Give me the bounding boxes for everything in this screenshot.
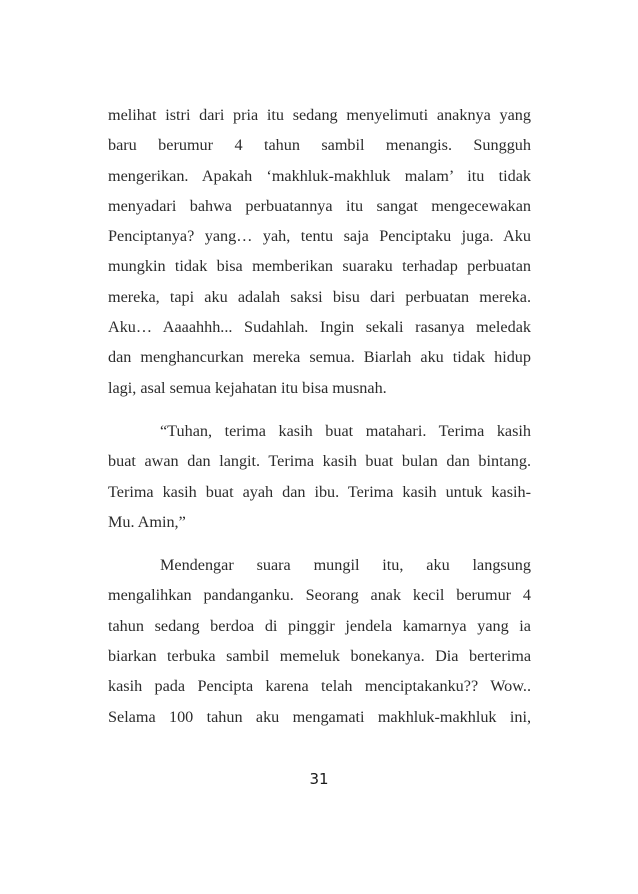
text-line: mereka, tapi aku adalah saksi bisu dari perbuatan mereka. <box>108 287 531 306</box>
text-line: Aku… Aaaahhh... Sudahlah. Ingin sekali rasanya meledak <box>108 318 531 337</box>
text-line: melihat istri dari pria itu sedang menyelimuti anaknya yang <box>108 106 531 124</box>
text-line: mengalihkan pandanganku. Seorang anak kecil berumur 4 <box>108 586 531 605</box>
text-line: mungkin tidak bisa memberikan suaraku terhadap perbuatan <box>108 257 531 276</box>
text-line: Mendengar suara mungil itu, aku langsung <box>160 556 531 575</box>
text-line: Penciptanya? yang… yah, tentu saja Penciptaku juga. Aku <box>108 227 531 246</box>
text-line: mengerikan. Apakah ‘makhluk-makhluk malam’ itu tidak <box>108 166 531 185</box>
text-line: Terima kasih buat ayah dan ibu. Terima kasih untuk kasih- <box>108 482 531 501</box>
text-line: menyadari bahwa perbuatannya itu sangat mengecewakan <box>108 196 531 215</box>
text-line: lagi, asal semua kejahatan itu bisa musnah. <box>108 378 387 397</box>
text-line: tahun sedang berdoa di pinggir jendela kamarnya yang ia <box>108 616 531 635</box>
page-number: 31 <box>309 770 329 788</box>
text-line: buat awan dan langit. Terima kasih buat bulan dan bintang. <box>108 452 531 471</box>
text-line: Mu. Amin,” <box>108 512 186 531</box>
text-line: baru berumur 4 tahun sambil menangis. Sungguh <box>108 136 531 155</box>
paragraph-3 <box>108 550 531 732</box>
paragraph-1 <box>108 100 531 403</box>
page-body <box>108 100 531 732</box>
text-line: dan menghancurkan mereka semua. Biarlah aku tidak hidup <box>108 348 531 367</box>
text-line: kasih pada Pencipta karena telah menciptakanku?? Wow.. <box>108 677 531 696</box>
text-line: Selama 100 tahun aku mengamati makhluk-makhluk ini, <box>108 707 531 726</box>
text-line: “Tuhan, terima kasih buat matahari. Terima kasih <box>160 421 531 440</box>
text-line: biarkan terbuka sambil memeluk bonekanya. Dia berterima <box>108 647 531 666</box>
paragraph-2-prayer <box>108 416 531 537</box>
